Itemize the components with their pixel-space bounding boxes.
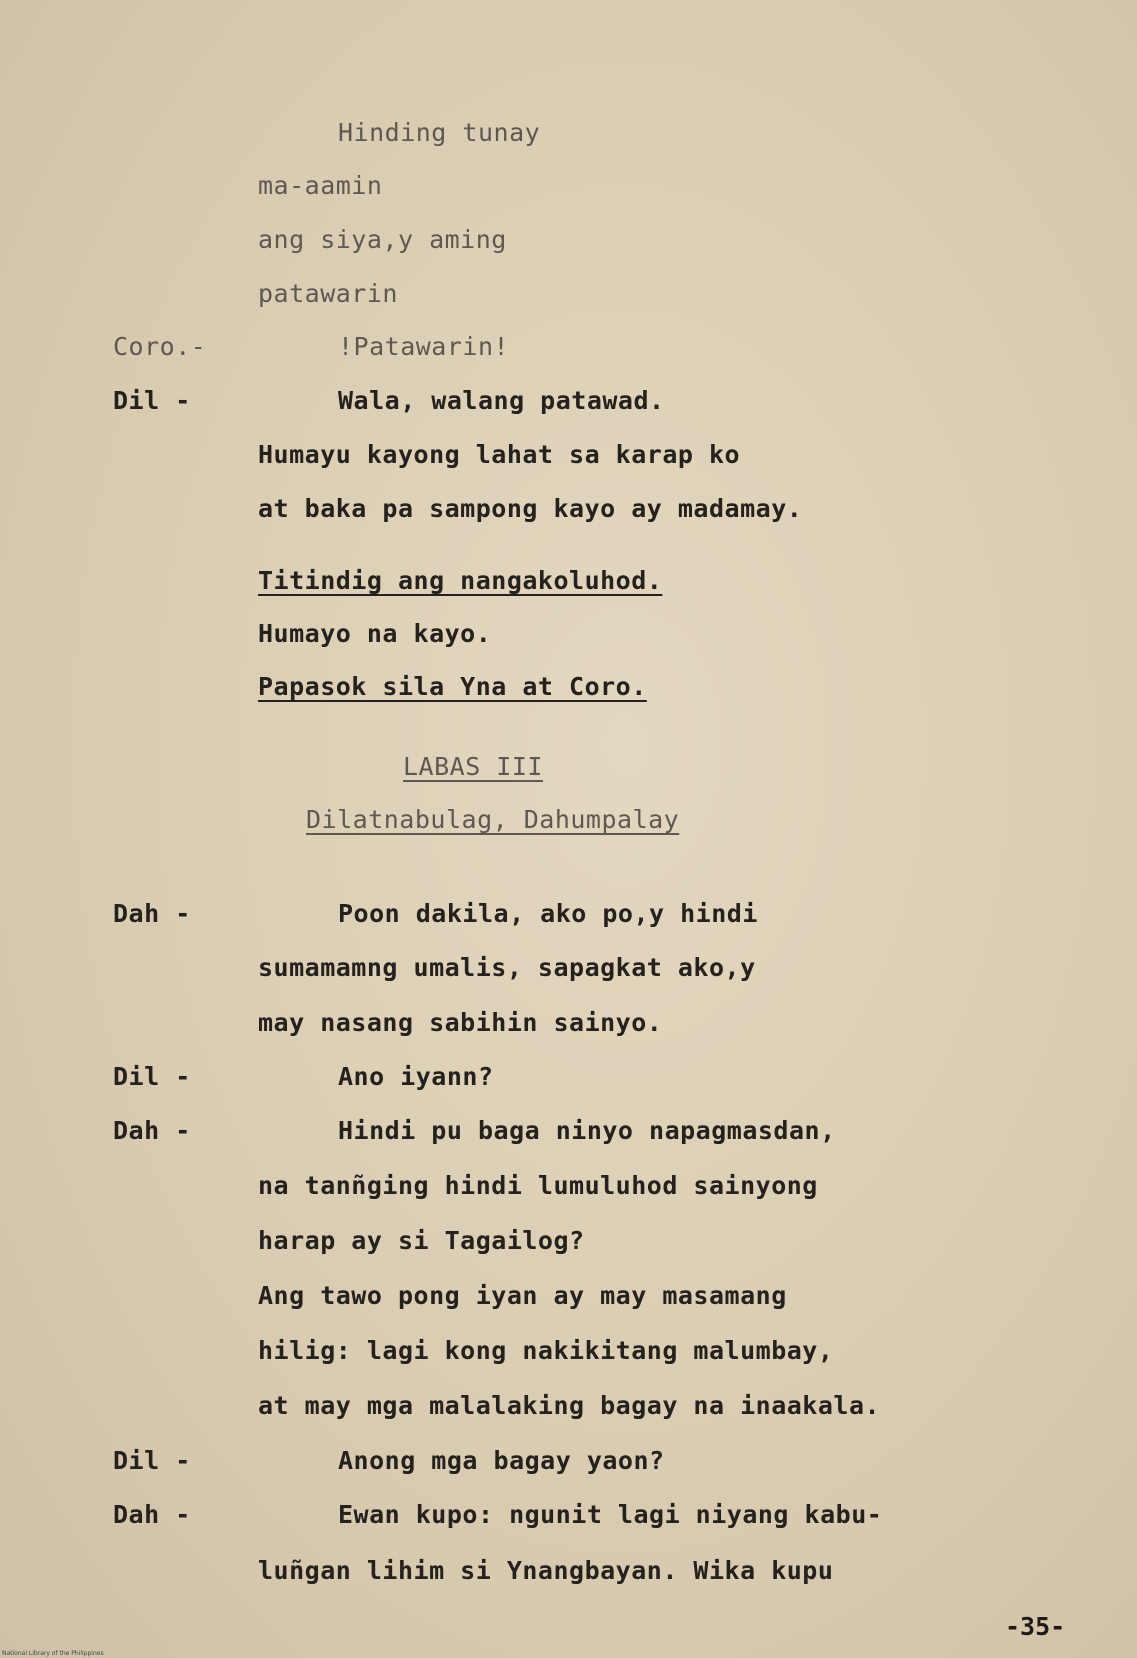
stage-direction: Papasok sila Yna at Coro. (258, 672, 647, 701)
verse-line: patawarin (258, 279, 398, 308)
stage-direction: Titindig ang nangakoluhod. (258, 566, 663, 595)
speaker-label: Coro.- (113, 332, 207, 361)
verse-line: Wala, walang patawad. (338, 386, 665, 415)
speaker-label: Dil - (113, 1062, 191, 1091)
verse-line: Hindi pu baga ninyo napagmasdan, (338, 1116, 836, 1145)
speaker-label: Dil - (113, 1446, 191, 1475)
verse-line: ang siya,y aming (258, 225, 507, 254)
library-credit: National Library of the Philippines (2, 1650, 104, 1657)
verse-line: hilig: lagi kong nakikitang malumbay, (258, 1336, 834, 1365)
verse-line: sumamamng umalis, sapagkat ako,y (258, 953, 756, 982)
speaker-label: Dah - (113, 1116, 191, 1145)
verse-line: Ewan kupo: ngunit lagi niyang kabu- (338, 1500, 883, 1529)
verse-line: may nasang sabihin sainyo. (258, 1008, 663, 1037)
verse-line: Humayo na kayo. (258, 619, 492, 648)
verse-line: luñgan lihim si Ynangbayan. Wika kupu (258, 1556, 834, 1585)
verse-line: Ang tawo pong iyan ay may masamang (258, 1281, 787, 1310)
verse-line: harap ay si Tagailog? (258, 1226, 585, 1255)
page-number: -35- (1005, 1612, 1066, 1641)
verse-line: Ano iyann? (338, 1062, 494, 1091)
speaker-label: Dah - (113, 1500, 191, 1529)
scene-characters: Dilatnabulag, Dahumpalay (306, 805, 680, 834)
verse-line: !Patawarin! (338, 332, 510, 361)
verse-line: Hinding tunay (338, 118, 541, 147)
verse-line: Poon dakila, ako po,y hindi (338, 899, 758, 928)
verse-line: na tanñging hindi lumuluhod sainyong (258, 1171, 818, 1200)
verse-line: Humayu kayong lahat sa karap ko (258, 440, 741, 469)
verse-line: Anong mga bagay yaon? (338, 1446, 665, 1475)
verse-line: at baka pa sampong kayo ay madamay. (258, 494, 803, 523)
verse-line: ma-aamin (258, 171, 383, 200)
scene-heading: LABAS III (403, 752, 543, 781)
verse-line: at may mga malalaking bagay na inaakala. (258, 1391, 881, 1420)
speaker-label: Dil - (113, 386, 191, 415)
speaker-label: Dah - (113, 899, 191, 928)
